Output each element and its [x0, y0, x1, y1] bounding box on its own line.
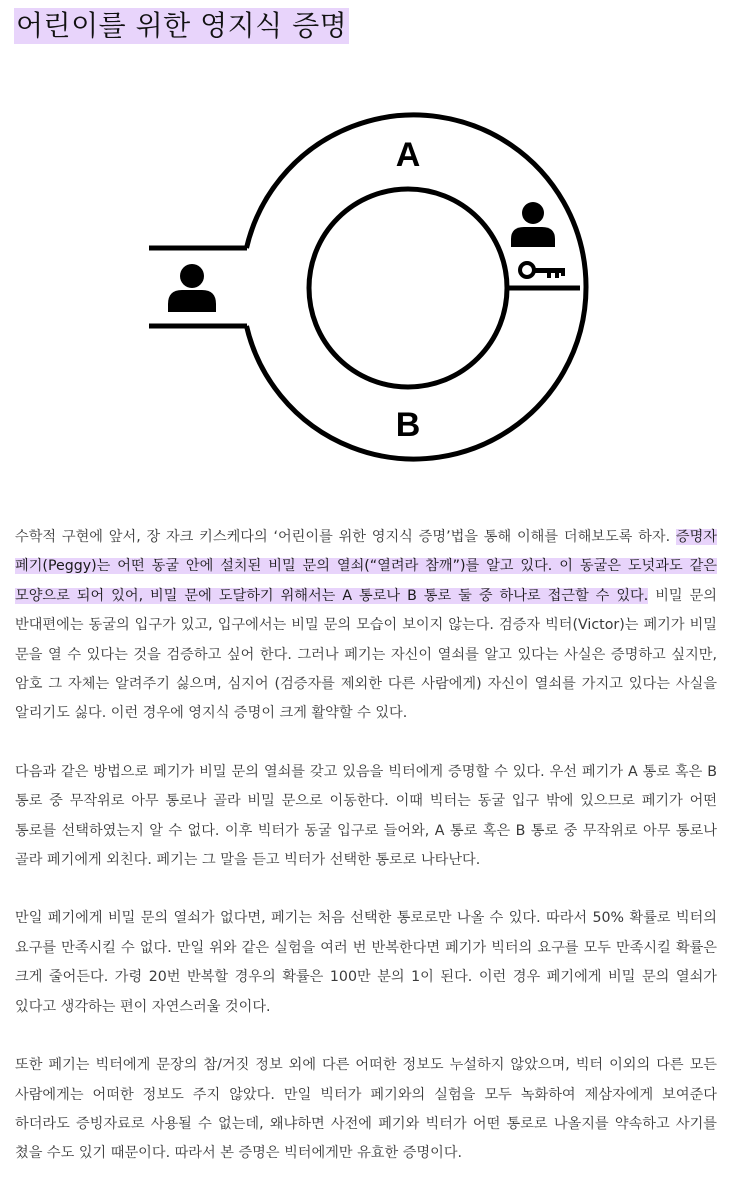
- cave-diagram: [0, 100, 752, 480]
- path-b-label: B: [395, 406, 421, 444]
- paragraph-intro-rest: 비밀 문의 반대편에는 동굴의 입구가 있고, 입구에서는 비밀 문의 모습이 보이지 않는다. 검증자 빅터(Victor)는 페기가 비밀 문을 열 수 있다는 것을 검증하고 싶어 한다. 그러나 페기는 자신이 열쇠를 알고 있다는 사실은 증명하고 싶지만, 암호 그 자체는 알려주기 싫으며, 심지어 (검증자를 제외한 다른 사람에게) 자신이 열쇠를 가지고 있다는 사실을 알리기도 싫다. 이런 경우에 영지식 증명이 크게 활약할 수 있다.: [15, 587, 717, 722]
- person-icon: [168, 264, 216, 312]
- paragraph-conclusion: 또한 페기는 빅터에게 문장의 참/거짓 정보 외에 다른 어떠한 정보도 누설하지 않았으며, 빅터 이외의 다른 모든 사람에게는 어떠한 정보도 주지 않았다. 만일 빅터가 페기와의 실험을 모두 녹화하여 제삼자에게 보여준다 하더라도 증빙자료로 사용될 수 없는데, 왜냐하면 사전에 페기와 빅터가 어떤 통로로 나올지를 약속하고 사기를 쳤을 수도 있기 때문이다. 따라서 본 증명은 빅터에게만 유효한 증명이다.: [15, 1057, 717, 1162]
- paragraph-intro-lead: 수학적 구현에 앞서, 장 자크 키스케다의 ‘어린이를 위한 영지식 증명’법을 통해 이해를 더해보도록 하자.: [15, 529, 676, 545]
- page-title: 어린이를 위한 영지식 증명: [16, 9, 348, 42]
- cave-inner-wall: [309, 189, 507, 387]
- key-icon: [520, 263, 565, 278]
- paragraph-intro: [15, 523, 717, 729]
- path-a-label: A: [395, 136, 421, 174]
- article-body: [15, 523, 717, 1198]
- highlighted-text: 증명자 페기(Peggy)는 어떤 동굴 안에 설치된 비밀 문의 열쇠(“열려라 참깨”)를 알고 있다. 이 동굴은 도넛과도 같은 모양으로 되어 있어, 비밀 문에 도달하기 위해서는 A 통로나 B 통로 둘 중 하나로 접근할 수 있다.: [15, 529, 717, 604]
- cave-diagram-svg: [0, 100, 752, 480]
- paragraph-probability: 만일 페기에게 비밀 문의 열쇠가 없다면, 페기는 처음 선택한 통로로만 나올 수 있다. 따라서 50% 확률로 빅터의 요구를 만족시킬 수 없다. 만일 위와 같은 실험을 여러 번 반복한다면 페기가 빅터의 요구를 모두 만족시킬 확률은 크게 줄어든다. 가령 20번 반복할 경우의 확률은 100만 분의 1이 된다. 이런 경우 페기에게 비밀 문의 열쇠가 있다고 생각하는 편이 자연스러울 것이다.: [15, 910, 717, 1015]
- paragraph-procedure: 다음과 같은 방법으로 페기가 비밀 문의 열쇠를 갖고 있음을 빅터에게 증명할 수 있다. 우선 페기가 A 통로 혹은 B 통로 중 무작위로 아무 통로나 골라 비밀 문으로 이동한다. 이때 빅터는 동굴 입구 밖에 있으므로 페기가 어떤 통로를 선택하였는지 알 수 없다. 이후 빅터가 동굴 입구로 들어와, A 통로 혹은 B 통로 중 무작위로 아무 통로나 골라 페기에게 외친다. 페기는 그 말을 듣고 빅터가 선택한 통로로 나타난다.: [15, 763, 717, 869]
- title-container: [14, 8, 349, 44]
- person-icon: [511, 202, 555, 247]
